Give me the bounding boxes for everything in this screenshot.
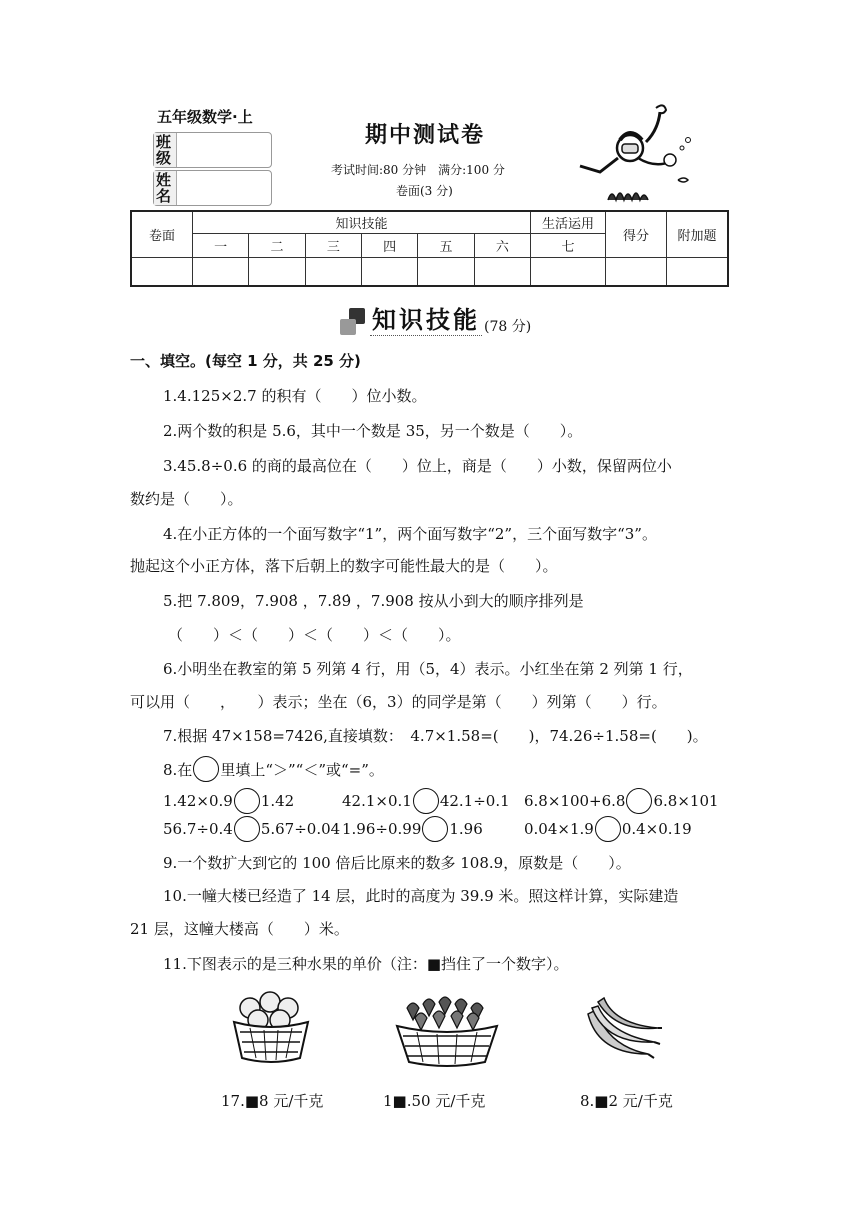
exam-info: 考试时间:80 分钟 满分:100 分 <box>331 163 505 177</box>
compare-left: 0.04×1.9 <box>524 820 594 838</box>
compare-item <box>524 816 692 842</box>
class-label: 班级 <box>154 133 177 167</box>
compare-answer-circle[interactable] <box>234 816 260 842</box>
score-cell[interactable] <box>667 257 729 286</box>
neatness-score-note: 卷面(3 分) <box>396 184 453 198</box>
col-header: 一 <box>193 233 249 257</box>
question-9: 9.一个数扩大到它的 100 倍后比原来的数多 108.9，原数是（ ）。 <box>163 854 631 872</box>
name-field[interactable] <box>153 170 272 206</box>
section-title: 知识技能 <box>370 300 482 336</box>
score-cell[interactable] <box>305 257 361 286</box>
question-3-line-1: 3.45.8÷0.6 的商的最高位在（ ）位上，商是（ ）小数，保留两位小 <box>163 457 672 475</box>
compare-left: 56.7÷0.4 <box>163 820 233 838</box>
score-header: 得分 <box>606 211 667 257</box>
life-header: 生活运用 <box>531 211 606 233</box>
question-1: 1.4.125×2.7 的积有（ ）位小数。 <box>163 387 427 405</box>
bonus-header: 附加题 <box>667 211 729 257</box>
question-2: 2.两个数的积是 5.6，其中一个数是 35，另一个数是（ ）。 <box>163 422 583 440</box>
compare-item <box>524 788 719 814</box>
col-header: 三 <box>305 233 361 257</box>
compare-left: 6.8×100+6.8 <box>524 792 626 810</box>
section-banner <box>340 300 531 336</box>
strawberry-price: 1■.50 元/千克 <box>383 1092 486 1110</box>
score-cell[interactable] <box>131 257 193 286</box>
compare-left: 42.1×0.1 <box>342 792 412 810</box>
part-heading: 一、填空。(每空 1 分，共 25 分) <box>130 352 361 370</box>
col-header: 七 <box>531 233 606 257</box>
class-field[interactable] <box>153 132 272 168</box>
compare-right: 42.1÷0.1 <box>439 792 510 810</box>
compare-right: 1.96 <box>449 820 483 838</box>
name-label: 姓名 <box>154 171 177 205</box>
compare-item <box>342 816 483 842</box>
compare-circle-icon <box>193 756 219 782</box>
compare-item <box>163 788 294 814</box>
question-6-line-1: 6.小明坐在教室的第 5 列第 4 行，用（5，4）表示。小红坐在第 2 列第 1 行， <box>163 660 693 678</box>
compare-answer-circle[interactable] <box>595 816 621 842</box>
compare-answer-circle[interactable] <box>422 816 448 842</box>
score-cell[interactable] <box>474 257 530 286</box>
question-5-line-2: （ ）＜（ ）＜（ ）＜（ ）。 <box>168 626 461 644</box>
question-8 <box>163 756 384 782</box>
question-6-line-2: 可以用（ ， ）表示；坐在（6，3）的同学是第（ ）列第（ ）行。 <box>130 693 667 711</box>
score-cell[interactable] <box>531 257 606 286</box>
apple-price: 17.■8 元/千克 <box>221 1092 324 1110</box>
col-header: 二 <box>249 233 305 257</box>
question-11: 11.下图表示的是三种水果的单价（注：■挡住了一个数字）。 <box>163 955 569 973</box>
col-header: 五 <box>418 233 474 257</box>
score-cell[interactable] <box>249 257 305 286</box>
compare-answer-circle[interactable] <box>413 788 439 814</box>
neatness-header: 卷面 <box>131 211 193 257</box>
score-cell[interactable] <box>606 257 667 286</box>
compare-right: 5.67÷0.04 <box>260 820 341 838</box>
compare-right: 0.4×0.19 <box>621 820 692 838</box>
apple-basket-icon <box>228 986 314 1066</box>
score-cell[interactable] <box>418 257 474 286</box>
banana-bunch-icon <box>582 994 662 1066</box>
score-cell[interactable] <box>361 257 417 286</box>
question-4-line-2: 抛起这个小正方体，落下后朝上的数字可能性最大的是（ ）。 <box>130 557 558 575</box>
compare-item <box>342 788 510 814</box>
banana-price: 8.■2 元/千克 <box>580 1092 673 1110</box>
diver-illustration-icon <box>578 100 698 205</box>
question-10-line-1: 10.一幢大楼已经造了 14 层，此时的高度为 39.9 米。照这样计算，实际建造 <box>163 887 679 905</box>
squares-icon <box>340 308 366 336</box>
knowledge-header: 知识技能 <box>193 211 531 233</box>
col-header: 六 <box>474 233 530 257</box>
compare-right: 1.42 <box>260 792 295 810</box>
strawberry-basket-icon <box>393 990 501 1068</box>
grade-label: 五年级数学·上 <box>157 108 253 126</box>
compare-left: 1.96÷0.99 <box>342 820 422 838</box>
score-cell[interactable] <box>193 257 249 286</box>
compare-answer-circle[interactable] <box>626 788 652 814</box>
page-title: 期中测试卷 <box>365 123 486 148</box>
compare-left: 1.42×0.9 <box>163 792 233 810</box>
section-points: (78 分) <box>484 319 532 335</box>
col-header: 四 <box>361 233 417 257</box>
question-5-line-1: 5.把 7.809，7.908̇ ，7.8̇9̇ ，7.908 按从小到大的顺序排列是 <box>163 592 584 610</box>
question-8-prefix: 8.在 <box>163 760 193 779</box>
question-10-line-2: 21 层，这幢大楼高（ ）米。 <box>130 920 349 938</box>
compare-right: 6.8×101 <box>653 792 719 810</box>
question-4-line-1: 4.在小正方体的一个面写数字“1”，两个面写数字“2”，三个面写数字“3”。 <box>163 525 657 543</box>
question-3-line-2: 数约是（ ）。 <box>130 490 243 508</box>
question-7: 7.根据 47×158=7426,直接填数： 4.7×1.58=( )，74.26÷1.58=( )。 <box>163 727 708 745</box>
score-table <box>130 210 729 287</box>
compare-item <box>163 816 340 842</box>
compare-answer-circle[interactable] <box>234 788 260 814</box>
question-8-suffix: 里填上“＞”“＜”或“=”。 <box>220 760 384 779</box>
